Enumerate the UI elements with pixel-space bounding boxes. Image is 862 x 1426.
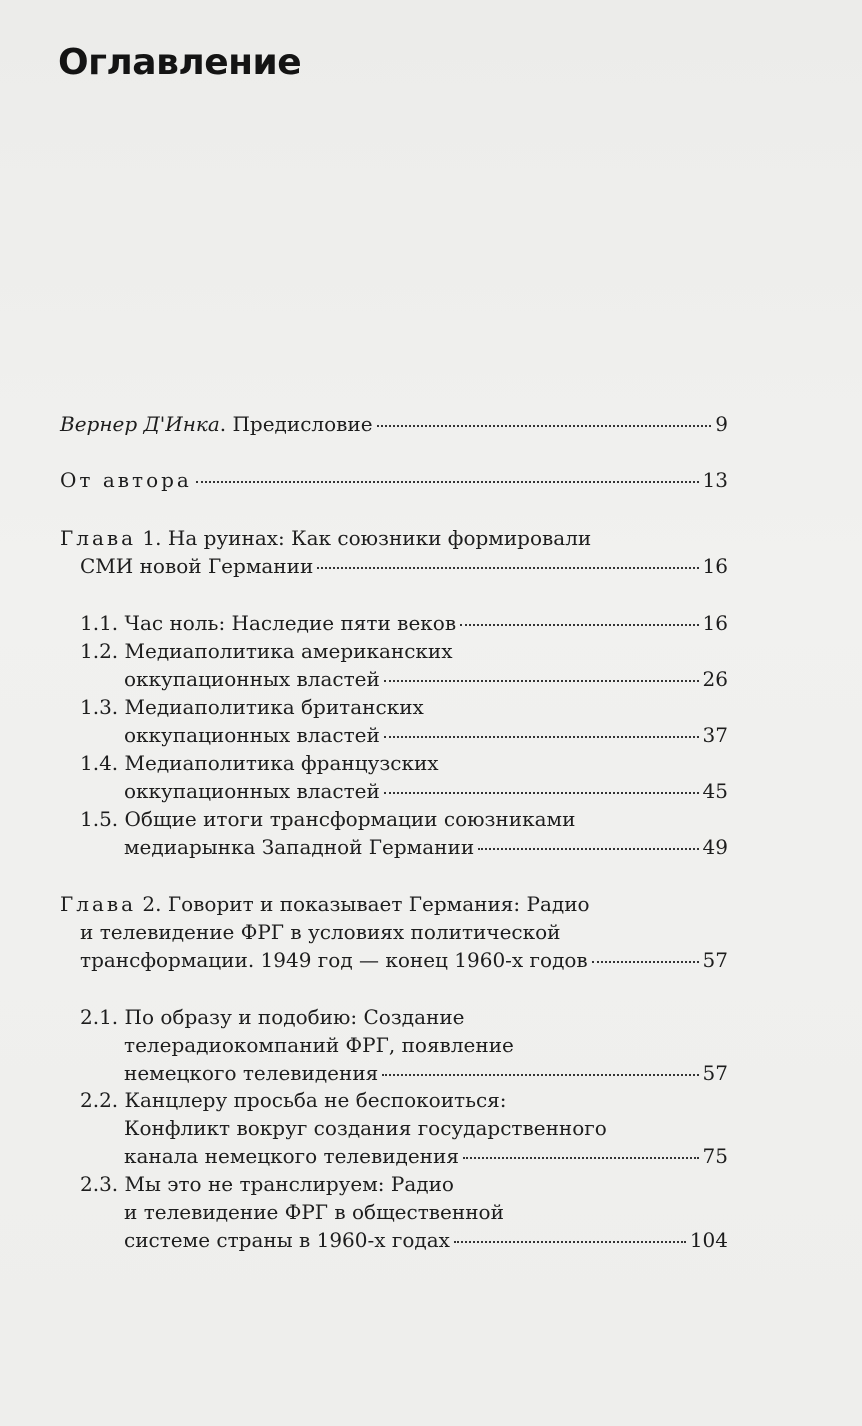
leader-dots bbox=[377, 423, 712, 427]
leader-dots bbox=[384, 790, 699, 794]
page-number: 16 bbox=[702, 554, 728, 578]
entry-line: Конфликт вокруг создания государственного bbox=[124, 1116, 607, 1140]
toc-section-2-2 bbox=[80, 1086, 728, 1170]
entry-line: Медиаполитика французских bbox=[124, 751, 439, 775]
toc-section-2-3 bbox=[80, 1170, 728, 1254]
page-number: 13 bbox=[702, 468, 728, 492]
section-number: 1.5. bbox=[80, 807, 119, 831]
page-number: 16 bbox=[702, 611, 728, 635]
toc-section-1-2 bbox=[80, 637, 728, 693]
entry-line: СМИ новой Германии bbox=[80, 554, 314, 578]
entry-line: оккупационных властей bbox=[124, 723, 380, 747]
section-number: 2.1. bbox=[80, 1005, 119, 1029]
page-number: 57 bbox=[702, 1061, 728, 1085]
page-title: Оглавление bbox=[58, 42, 302, 83]
leader-dots bbox=[196, 479, 699, 483]
entry-line: трансформации. 1949 год — конец 1960-х годов bbox=[80, 948, 588, 972]
entry-line: канала немецкого телевидения bbox=[124, 1144, 459, 1168]
entry-line: оккупационных властей bbox=[124, 667, 380, 691]
entry-line: Час ноль: Наследие пяти веков bbox=[124, 611, 457, 635]
leader-dots bbox=[592, 959, 699, 963]
toc-section-1-4 bbox=[80, 749, 728, 805]
page-number: 37 bbox=[702, 723, 728, 747]
leader-dots bbox=[384, 678, 699, 682]
leader-dots bbox=[454, 1239, 686, 1243]
entry-line: медиарынка Западной Германии bbox=[124, 835, 475, 859]
chapter-prefix: Глава bbox=[60, 526, 137, 550]
section-number: 2.2. bbox=[80, 1088, 119, 1112]
entry-line: системе страны в 1960-х годах bbox=[124, 1228, 450, 1252]
toc-entry-author-note bbox=[60, 466, 728, 494]
entry-line: телерадиокомпаний ФРГ, появление bbox=[124, 1033, 514, 1057]
toc-chapter-2 bbox=[60, 890, 728, 974]
entry-line: Медиаполитика британских bbox=[124, 695, 424, 719]
entry-line: Общие итоги трансформации союзниками bbox=[124, 807, 576, 831]
section-number: 1.1. bbox=[80, 611, 119, 635]
leader-dots bbox=[460, 622, 698, 626]
section-number: 1.2. bbox=[80, 639, 119, 663]
toc-section-2-1 bbox=[80, 1003, 728, 1087]
chapter-number: 1. bbox=[142, 526, 162, 550]
page-number: 45 bbox=[702, 779, 728, 803]
leader-dots bbox=[384, 734, 699, 738]
section-number: 1.4. bbox=[80, 751, 119, 775]
page-number: 9 bbox=[715, 412, 728, 436]
entry-line: Медиаполитика американских bbox=[124, 639, 453, 663]
leader-dots bbox=[382, 1072, 698, 1076]
entry-line: и телевидение ФРГ в общественной bbox=[124, 1200, 504, 1224]
leader-dots bbox=[478, 846, 698, 850]
toc-section-1-3 bbox=[80, 693, 728, 749]
toc-section-1-5 bbox=[80, 805, 728, 861]
chapter-number: 2. bbox=[142, 892, 162, 916]
page-number: 57 bbox=[702, 948, 728, 972]
chapter-prefix: Глава bbox=[60, 892, 137, 916]
leader-dots bbox=[317, 565, 698, 569]
entry-line: По образу и подобию: Создание bbox=[124, 1005, 465, 1029]
entry-line: Мы это не транслируем: Радио bbox=[124, 1172, 454, 1196]
foreword-author: Вернер Д'Инка bbox=[60, 412, 220, 436]
page-number: 75 bbox=[702, 1144, 728, 1168]
section-number: 1.3. bbox=[80, 695, 119, 719]
page-number: 49 bbox=[702, 835, 728, 859]
foreword-title: . Предисловие bbox=[219, 412, 373, 436]
entry-label: От автора bbox=[60, 468, 192, 492]
toc-chapter-1 bbox=[60, 524, 728, 580]
page-number: 26 bbox=[702, 667, 728, 691]
toc-section-1-1 bbox=[80, 609, 728, 637]
entry-line: Канцлеру просьба не беспокоиться: bbox=[124, 1088, 507, 1112]
toc-entry-foreword bbox=[60, 410, 728, 438]
entry-line: и телевидение ФРГ в условиях политической bbox=[80, 920, 561, 944]
entry-line: немецкого телевидения bbox=[124, 1061, 379, 1085]
leader-dots bbox=[463, 1155, 699, 1159]
section-number: 2.3. bbox=[80, 1172, 119, 1196]
entry-line: оккупационных властей bbox=[124, 779, 380, 803]
entry-line: Говорит и показывает Германия: Радио bbox=[167, 892, 590, 916]
page-number: 104 bbox=[689, 1228, 728, 1252]
entry-line: На руинах: Как союзники формировали bbox=[167, 526, 592, 550]
